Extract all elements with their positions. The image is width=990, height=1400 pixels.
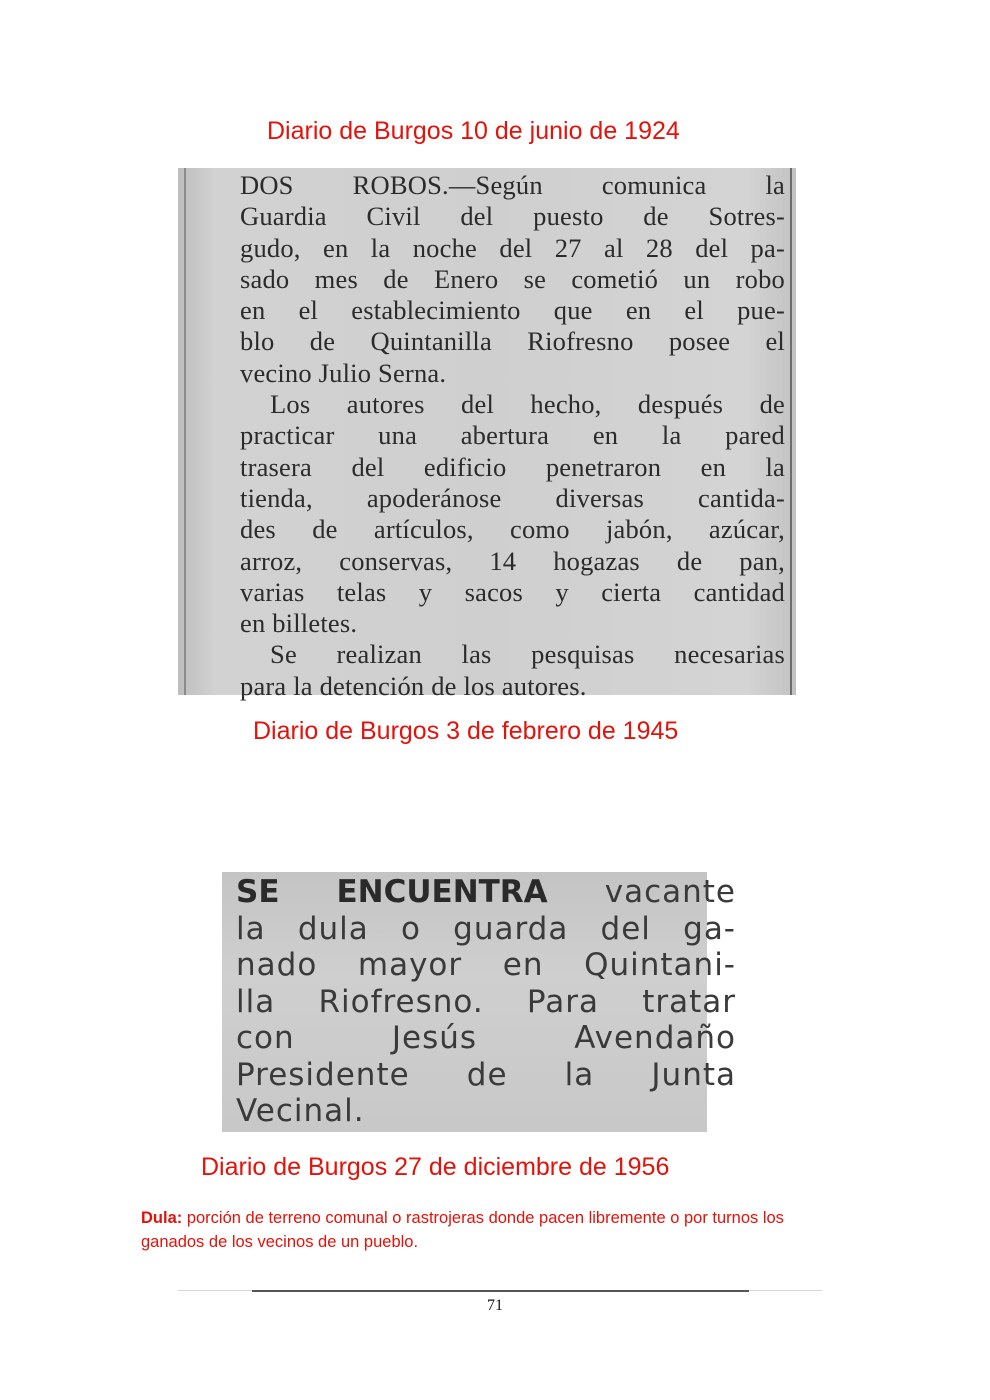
clipping-line: practicar una abertura en la pared bbox=[240, 420, 785, 451]
caption-1945: Diario de Burgos 3 de febrero de 1945 bbox=[253, 717, 679, 745]
clipping-line: DOS ROBOS.—Según comunica la bbox=[240, 170, 785, 200]
clipping-1924-text bbox=[240, 170, 785, 702]
clipping-line: trasera del edificio penetraron en la bbox=[240, 451, 785, 482]
clipping-line: tienda, apoderánose diversas cantida- bbox=[240, 482, 785, 513]
clipping-line: en billetes. bbox=[240, 608, 358, 639]
caption-1924: Diario de Burgos 10 de junio de 1924 bbox=[267, 117, 680, 145]
caption-1956: Diario de Burgos 27 de diciembre de 1956 bbox=[201, 1153, 670, 1181]
clipping-line: des de artículos, como jabón, azúcar, bbox=[240, 514, 785, 545]
clipping-1956-text bbox=[236, 874, 736, 1130]
column-rule-right bbox=[790, 168, 792, 695]
clipping-line: SE ENCUENTRA vacante bbox=[236, 874, 736, 910]
clipping-line: blo de Quintanilla Riofresno posee el bbox=[240, 326, 785, 357]
clipping-line: sado mes de Enero se cometió un robo bbox=[240, 263, 785, 294]
column-rule-left bbox=[184, 168, 186, 695]
definition-text: porción de terreno comunal o rastrojeras donde pacen libremente o por turnos los ganados de los vecinos de un pueblo. bbox=[141, 1209, 784, 1251]
page-number: 71 bbox=[487, 1297, 503, 1314]
clipping-line: Guardia Civil del puesto de Sotres- bbox=[240, 201, 785, 232]
definition-term: Dula: bbox=[141, 1209, 183, 1227]
clipping-line: nado mayor en Quintani- bbox=[236, 947, 736, 983]
clipping-line: lla Riofresno. Para tratar bbox=[236, 983, 736, 1020]
clipping-line: arroz, conservas, 14 hogazas de pan, bbox=[240, 545, 785, 576]
clipping-line: Presidente de la Junta bbox=[236, 1056, 736, 1093]
clipping-line: gudo, en la noche del 27 al 28 del pa- bbox=[240, 232, 785, 263]
clipping-line: Los autores del hecho, después de bbox=[270, 389, 785, 420]
newspaper-clipping-1924 bbox=[178, 168, 796, 701]
clipping-lead: SE ENCUENTRA bbox=[236, 874, 548, 910]
clipping-line: Vecinal. bbox=[236, 1093, 365, 1129]
clipping-line: vecino Julio Serna. bbox=[240, 357, 447, 388]
footer-divider-dark bbox=[252, 1290, 749, 1292]
newspaper-clipping-1956 bbox=[222, 872, 736, 1132]
clipping-line: la dula o guarda del ga- bbox=[236, 910, 736, 947]
clipping-line: varias telas y sacos y cierta cantidad bbox=[240, 576, 785, 607]
definition-note bbox=[141, 1206, 841, 1254]
clipping-line: Se realizan las pesquisas necesarias bbox=[270, 639, 785, 670]
clipping-line: con Jesús Avendaño bbox=[236, 1020, 736, 1056]
clipping-line: en el establecimiento que en el pue- bbox=[240, 295, 785, 326]
clipping-line: para la detención de los autores. bbox=[240, 670, 587, 701]
